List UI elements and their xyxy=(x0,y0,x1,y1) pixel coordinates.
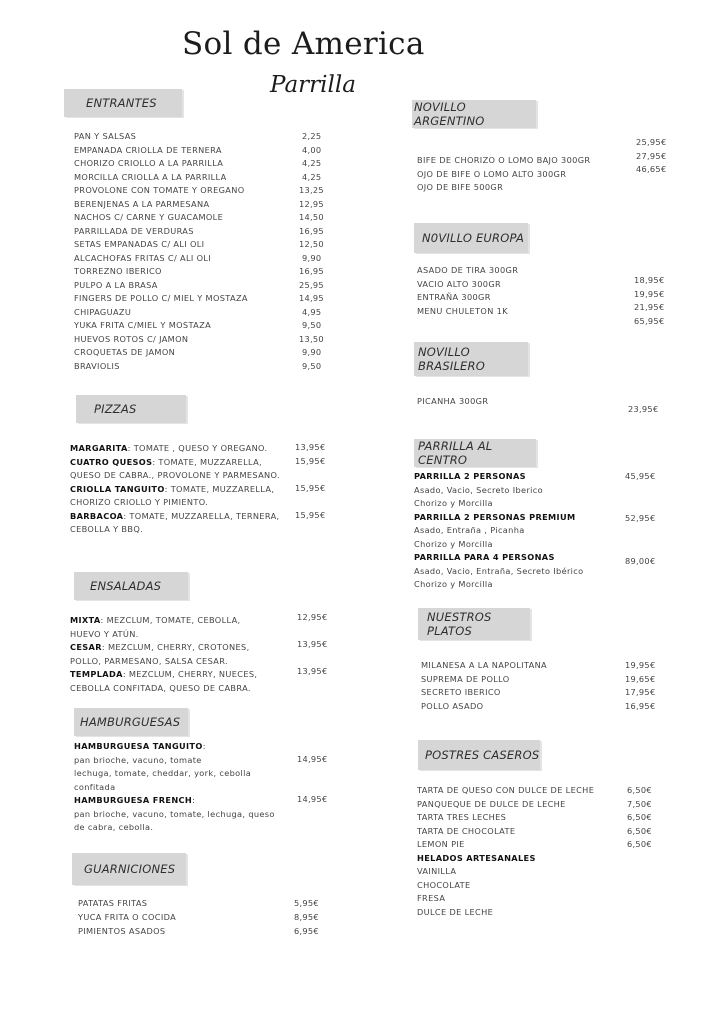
menu-item-desc: Chorizo y Morcilla xyxy=(414,538,493,549)
menu-item-name: TEMPLADA xyxy=(70,669,123,679)
menu-item-price: 12,95€ xyxy=(297,612,328,622)
menu-item-desc: POLLO, PARMESANO, SALSA CESAR. xyxy=(70,655,228,666)
menu-item-name: MENU CHULETON 1K xyxy=(417,305,508,316)
menu-item-price: 13,50 xyxy=(299,333,324,344)
menu-item-name: LEMON PIE xyxy=(417,839,465,849)
menu-item-desc: pan brioche, vacuno, tomate, lechuga, queso xyxy=(74,808,275,819)
menu-item-price: 4,25 xyxy=(302,171,322,182)
menu-item-desc: : MEZCLUM, TOMATE, CEBOLLA, xyxy=(100,615,241,625)
menu-item-name: MORCILLA CRIOLLA A LA PARRILLA xyxy=(74,171,227,182)
menu-item-price: 9,90 xyxy=(302,347,322,357)
menu-item-name: NACHOS C/ CARNE Y GUACAMOLE xyxy=(74,212,224,222)
menu-item-name: OJO DE BIFE 500GR xyxy=(417,182,504,192)
menu-item-price: 19,65€ xyxy=(625,673,656,684)
menu-item-name: MILANESA A LA NAPOLITANA xyxy=(421,660,548,670)
menu-item-price: 27,95€ xyxy=(636,150,667,161)
helado-flavor: FRESA xyxy=(417,893,446,903)
menu-item xyxy=(70,457,262,467)
menu-item-price: 14,95€ xyxy=(297,754,328,764)
menu-item-name: TARTA DE CHOCOLATE xyxy=(417,825,516,836)
helados-heading-text: HELADOS ARTESANALES xyxy=(417,852,536,863)
menu-item-price: 6,95€ xyxy=(294,926,319,936)
menu-item-name: ALCACHOFAS FRITAS C/ ALI OLI xyxy=(74,252,212,263)
menu-item-desc: de cabra, cebolla. xyxy=(74,822,154,832)
menu-item-suffix: : xyxy=(202,741,206,751)
menu-item-name: BRAVIOLIS xyxy=(74,360,120,371)
section-heading-pizzas xyxy=(76,395,186,423)
menu-item-price: 16,95 xyxy=(299,225,324,236)
menu-item-name: HAMBURGUESA FRENCH xyxy=(74,795,193,805)
menu-item-price: 4,00 xyxy=(302,144,322,155)
menu-item-desc: Chorizo y Morcilla xyxy=(414,579,493,589)
section-heading-nuestros-platos xyxy=(418,608,530,640)
menu-item-price: 6,50€ xyxy=(627,785,652,795)
menu-item-name: FINGERS DE POLLO C/ MIEL Y MOSTAZA xyxy=(74,293,248,303)
menu-item-desc: : TOMATE, MUZZARELLA, xyxy=(152,456,262,467)
menu-item-price: 6,50€ xyxy=(627,812,652,822)
menu-item-name: YUKA FRITA C/MIEL Y MOSTAZA xyxy=(74,320,212,330)
menu-item-name: BIFE DE CHORIZO O LOMO BAJO 300GR xyxy=(417,155,591,165)
menu-item-price: 13,95€ xyxy=(295,442,326,452)
menu-item-price: 16,95€ xyxy=(625,700,656,711)
menu-item-desc: Asado, Vacio, Entraña, Secreto Ibérico xyxy=(414,565,584,576)
menu-item-price: 25,95 xyxy=(299,279,324,290)
menu-item-price: 16,95 xyxy=(299,266,324,276)
menu-item-name: SUPREMA DE POLLO xyxy=(421,673,510,684)
menu-item-name: CESAR xyxy=(70,642,102,652)
heading-text: POSTRES CASEROS xyxy=(425,748,540,762)
menu-item-price: 45,95€ xyxy=(625,471,656,481)
heading-text: N0VILLO EUROPA xyxy=(422,231,525,245)
menu-item-name xyxy=(414,471,526,481)
menu-item-price: 14,95€ xyxy=(297,794,328,804)
section-heading-hamburguesas xyxy=(74,708,188,736)
menu-item-name: ENTRAÑA 300GR xyxy=(417,292,491,302)
section-heading-parrilla-centro xyxy=(414,439,536,467)
menu-item-price: 52,95€ xyxy=(625,513,656,523)
helado-flavor: DULCE DE LECHE xyxy=(417,906,494,917)
menu-item-name: CUATRO QUESOS xyxy=(70,456,153,467)
menu-item-desc: : MEZCLUM, CHERRY, CROTONES, xyxy=(101,642,250,652)
heading-text: HAMBURGUESAS xyxy=(80,715,181,729)
menu-item-name: TARTA TRES LECHES xyxy=(417,812,507,822)
menu-item-desc: Asado, Vacio, Secreto Iberico xyxy=(414,484,543,495)
menu-item-price: 13,25 xyxy=(299,185,324,195)
section-heading-guarniciones xyxy=(72,853,186,885)
menu-item-name: ASADO DE TIRA 300GR xyxy=(417,265,519,275)
menu-item-name: MIXTA xyxy=(70,615,101,625)
menu-item-desc: pan brioche, vacuno, tomate xyxy=(74,754,202,765)
menu-item-name: TARTA DE QUESO CON DULCE DE LECHE xyxy=(417,785,595,795)
menu-item-price: 9,50 xyxy=(302,360,322,371)
menu-item-price: 65,95€ xyxy=(634,315,665,326)
menu-item-price: 8,95€ xyxy=(294,912,319,922)
menu-item-name: SECRETO IBERICO xyxy=(421,687,501,697)
menu-item-price: 23,95€ xyxy=(628,404,659,414)
menu-item-name: VACIO ALTO 300GR xyxy=(417,278,502,289)
menu-item xyxy=(70,443,267,453)
menu-item-price: 19,95€ xyxy=(634,288,665,299)
heading-text: ENTRANTES xyxy=(86,96,157,110)
menu-item xyxy=(70,669,257,679)
menu-item-name: PATATAS FRITAS xyxy=(78,898,148,908)
menu-item-price: 15,95€ xyxy=(295,509,326,520)
section-heading-postres xyxy=(418,740,540,770)
menu-item-price: 89,00€ xyxy=(625,556,656,566)
menu-item-name: BERENJENAS A LA PARMESANA xyxy=(74,198,210,209)
menu-item-price: 14,50 xyxy=(299,212,324,222)
menu-item-name-text: PARRILLA PARA 4 PERSONAS xyxy=(414,552,555,562)
menu-item-price: 46,65€ xyxy=(636,164,667,174)
menu-item-price: 9,50 xyxy=(302,320,322,330)
menu-item-desc: lechuga, tomate, cheddar, york, cebolla xyxy=(74,768,252,778)
menu-item-name: YUCA FRITA O COCIDA xyxy=(78,912,177,922)
section-heading-novillo-brasilero xyxy=(414,342,528,376)
menu-item-name: PROVOLONE CON TOMATE Y OREGANO xyxy=(74,185,245,195)
menu-item-desc: : TOMATE, MUZZARELLA, TERNERA, xyxy=(123,510,280,521)
menu-item-desc: HUEVO Y ATÚN. xyxy=(70,628,139,639)
menu-item-desc: CEBOLLA CONFITADA, QUESO DE CABRA. xyxy=(70,682,251,693)
menu-item-name: PIMIENTOS ASADOS xyxy=(78,926,166,936)
menu-item-desc: : TOMATE , QUESO Y OREGANO. xyxy=(127,443,268,453)
menu-item-price: 7,50€ xyxy=(627,798,652,809)
menu-item-name: PICANHA 300GR xyxy=(417,396,489,406)
menu-item-price: 12,50 xyxy=(299,239,324,249)
menu-item-price: 9,90 xyxy=(302,252,322,263)
menu-item-price: 2,25 xyxy=(302,131,322,141)
menu-item-name: MARGARITA xyxy=(70,443,128,453)
menu-item-name: HUEVOS ROTOS C/ JAMON xyxy=(74,333,189,344)
heading-text: NOVILLO BRASILERO xyxy=(418,345,485,373)
menu-item-price: 19,95€ xyxy=(625,660,656,670)
menu-item-name: CRIOLLA TANGUITO xyxy=(70,483,165,494)
menu-item-desc: : MEZCLUM, CHERRY, NUECES, xyxy=(122,669,258,679)
menu-item xyxy=(74,795,195,805)
menu-item-price: 15,95€ xyxy=(295,455,326,466)
menu-item-name: TORREZNO IBERICO xyxy=(74,266,162,276)
menu-item-desc: CHORIZO CRIOLLO Y PIMIENTO. xyxy=(70,497,209,507)
heading-text: NOVILLO ARGENTINO xyxy=(414,100,485,128)
menu-item-name: PARRILLADA DE VERDURAS xyxy=(74,225,194,236)
helado-flavor: VAINILLA xyxy=(417,866,457,876)
menu-item-price: 14,95 xyxy=(299,293,324,303)
menu-item-suffix: : xyxy=(192,795,196,805)
menu-item-price: 18,95€ xyxy=(634,275,665,285)
heading-text: GUARNICIONES xyxy=(84,862,176,876)
menu-item-name: PULPO A LA BRASA xyxy=(74,279,158,290)
menu-item-name: SETAS EMPANADAS C/ ALI OLI xyxy=(74,239,205,249)
menu-item-price: 21,95€ xyxy=(634,302,665,312)
menu-item xyxy=(70,484,274,494)
menu-item xyxy=(70,615,241,625)
menu-item-price: 4,25 xyxy=(302,158,322,168)
helado-flavor: CHOCOLATE xyxy=(417,879,471,890)
menu-item-desc: Chorizo y Morcilla xyxy=(414,498,493,508)
menu-item-name xyxy=(414,512,575,522)
menu-item-desc: QUESO DE CABRA., PROVOLONE Y PARMESANO. xyxy=(70,470,280,480)
menu-item-desc: confitada xyxy=(74,781,116,792)
helados-heading xyxy=(417,853,536,863)
menu-item-name: POLLO ASADO xyxy=(421,700,484,711)
heading-text: PIZZAS xyxy=(94,402,137,416)
menu-item-name: PANQUEQUE DE DULCE DE LECHE xyxy=(417,798,566,809)
menu-item-price: 17,95€ xyxy=(625,687,656,697)
section-heading-novillo-argentino xyxy=(412,100,536,128)
section-heading-novillo-europa xyxy=(414,223,528,253)
menu-item-name-text: PARRILLA 2 PERSONAS xyxy=(414,471,526,481)
menu-item-name: EMPANADA CRIOLLA DE TERNERA xyxy=(74,144,222,155)
menu-item-name: PAN Y SALSAS xyxy=(74,131,137,141)
restaurant-subtitle: Parrilla xyxy=(270,72,356,98)
menu-item-name: BARBACOA xyxy=(70,510,124,521)
menu-item-price: 12,95 xyxy=(299,198,324,209)
heading-text: PARRILLA AL CENTRO xyxy=(418,439,493,467)
menu-item-price: 4,95 xyxy=(302,306,322,317)
section-heading-entrantes xyxy=(64,89,182,117)
menu-item-name xyxy=(414,552,555,562)
menu-item-price: 6,50€ xyxy=(627,825,652,836)
menu-item xyxy=(74,741,206,751)
menu-item-desc: CEBOLLA Y BBQ. xyxy=(70,524,144,534)
menu-item xyxy=(70,642,250,652)
menu-item-desc: : TOMATE, MUZZARELLA, xyxy=(164,483,275,494)
menu-item-price: 25,95€ xyxy=(636,137,667,147)
menu-item-price: 13,95€ xyxy=(297,639,328,649)
menu-item-desc: Asado, Entraña , Picanha xyxy=(414,525,525,535)
menu-item-name: CHIPAGUAZU xyxy=(74,306,132,317)
menu-item-price: 13,95€ xyxy=(297,666,328,676)
menu-item-price: 6,50€ xyxy=(627,839,652,849)
menu-item-name: CHORIZO CRIOLLO A LA PARRILLA xyxy=(74,158,224,168)
menu-item-name-text: PARRILLA 2 PERSONAS PREMIUM xyxy=(414,511,576,522)
menu-item-price: 5,95€ xyxy=(294,898,319,908)
heading-text: NUESTROS PLATOS xyxy=(427,610,492,638)
section-heading-ensaladas xyxy=(74,572,188,600)
menu-item-price: 15,95€ xyxy=(295,482,326,493)
restaurant-title: Sol de America xyxy=(182,26,425,62)
menu-item-name: CROQUETAS DE JAMON xyxy=(74,347,176,357)
menu-item xyxy=(70,511,280,521)
menu-item-name: OJO DE BIFE O LOMO ALTO 300GR xyxy=(417,168,567,179)
menu-item-name: HAMBURGUESA TANGUITO xyxy=(74,741,203,751)
heading-text: ENSALADAS xyxy=(90,579,162,593)
